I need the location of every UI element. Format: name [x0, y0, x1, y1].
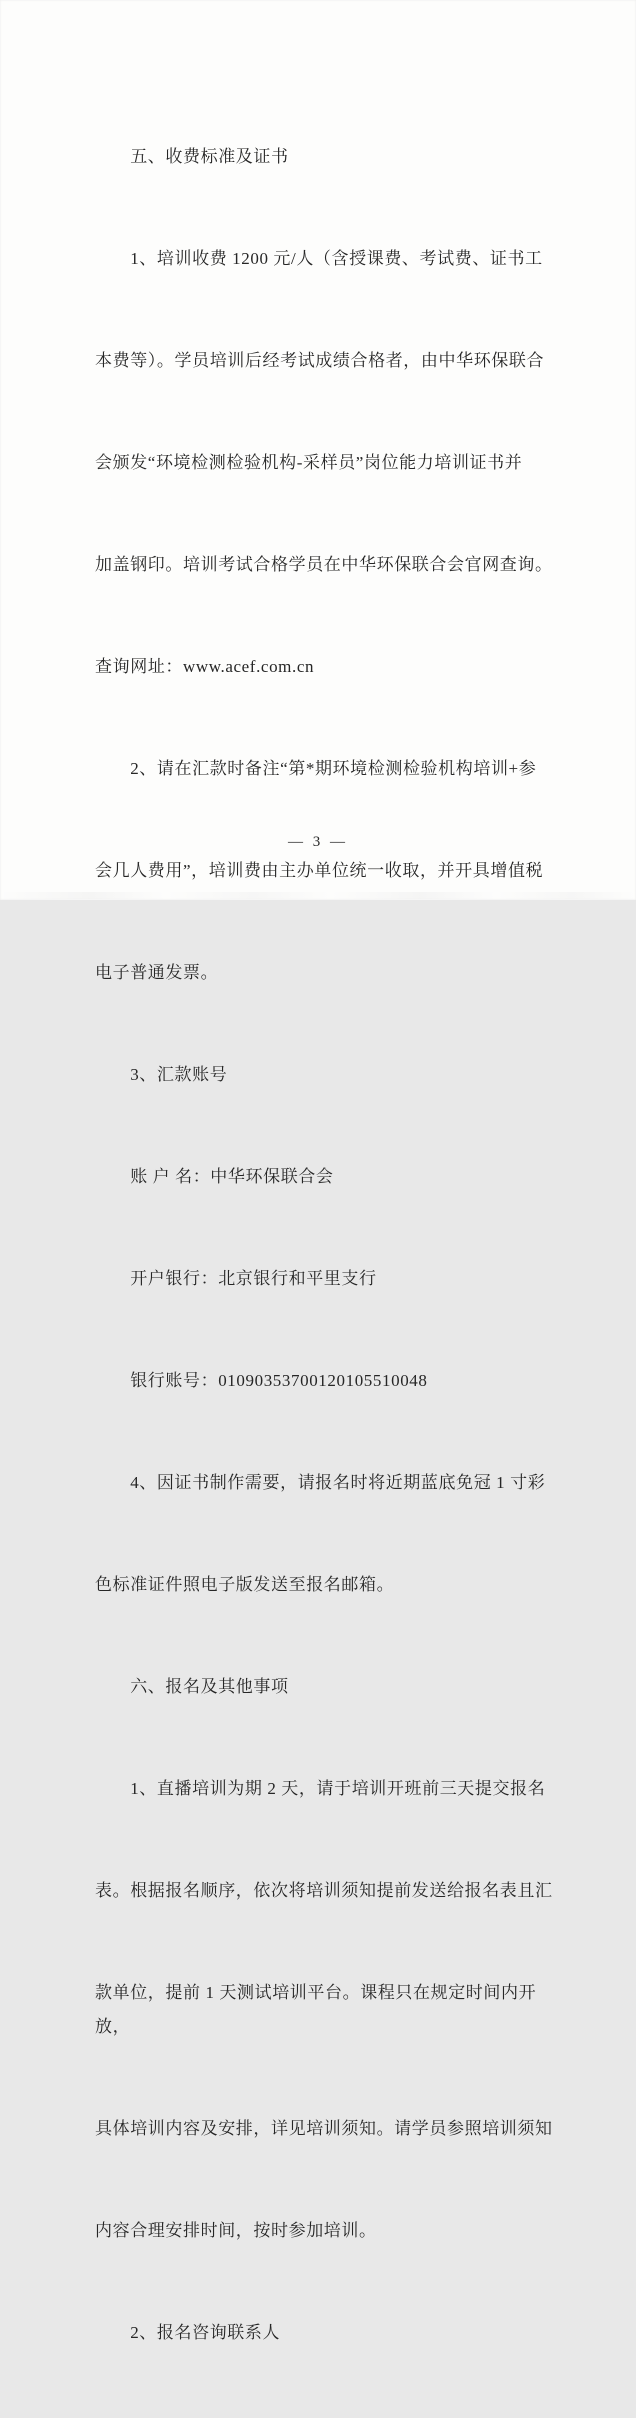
photo-requirement-line: 色标准证件照电子版发送至报名邮箱。 — [95, 1575, 395, 1594]
registration-details-line: 具体培训内容及安排，详见培训须知。请学员参照培训须知 — [95, 2119, 553, 2138]
fee-paragraph-line: 本费等）。学员培训后经考试成绩合格者，由中华环保联合 — [95, 351, 545, 370]
heading-section-6: 六、报名及其他事项 — [95, 1677, 289, 1696]
registration-details-line: 表。根据报名顺序，依次将培训须知提前发送给报名表且汇 — [95, 1881, 553, 1900]
remittance-note-line: 电子普通发票。 — [95, 963, 219, 982]
contact-heading-line: 2、报名咨询联系人 — [95, 2323, 281, 2342]
remittance-note-line: 会几人费用”，培训费由主办单位统一收取，并开具增值税 — [95, 861, 544, 880]
fee-paragraph-line: 加盖钢印。培训考试合格学员在中华环保联合会官网查询。 — [95, 555, 553, 574]
remittance-account-heading: 3、汇款账号 — [95, 1065, 228, 1084]
fee-paragraph-line: 会颁发“环境检测检验机构-采样员”岗位能力培训证书并 — [95, 453, 523, 472]
fee-paragraph-line: 1、培训收费 1200 元/人（含授课费、考试费、证书工 — [95, 249, 543, 268]
account-name-line: 账 户 名：中华环保联合会 — [95, 1167, 334, 1186]
query-url-line: 查询网址：www.acef.com.cn — [95, 657, 315, 676]
registration-details-line: 款单位，提前 1 天测试培训平台。课程只在规定时间内开放， — [95, 1983, 537, 2036]
bank-name-line: 开户银行：北京银行和平里支行 — [95, 1269, 377, 1288]
document-body — [95, 72, 570, 2418]
bank-account-number-line: 银行账号：01090353700120105510048 — [95, 1371, 428, 1390]
photo-requirement-line: 4、因证书制作需要，请报名时将近期蓝底免冠 1 寸彩 — [95, 1473, 546, 1492]
registration-details-line: 1、直播培训为期 2 天，请于培训开班前三天提交报名 — [95, 1779, 546, 1798]
registration-details-line: 内容合理安排时间，按时参加培训。 — [95, 2221, 377, 2240]
page-number: — 3 — — [288, 834, 348, 850]
scan-artifact — [0, 892, 636, 899]
remittance-note-line: 2、请在汇款时备注“第*期环境检测检验机构培训+参 — [95, 759, 537, 778]
heading-section-5: 五、收费标准及证书 — [95, 147, 289, 166]
